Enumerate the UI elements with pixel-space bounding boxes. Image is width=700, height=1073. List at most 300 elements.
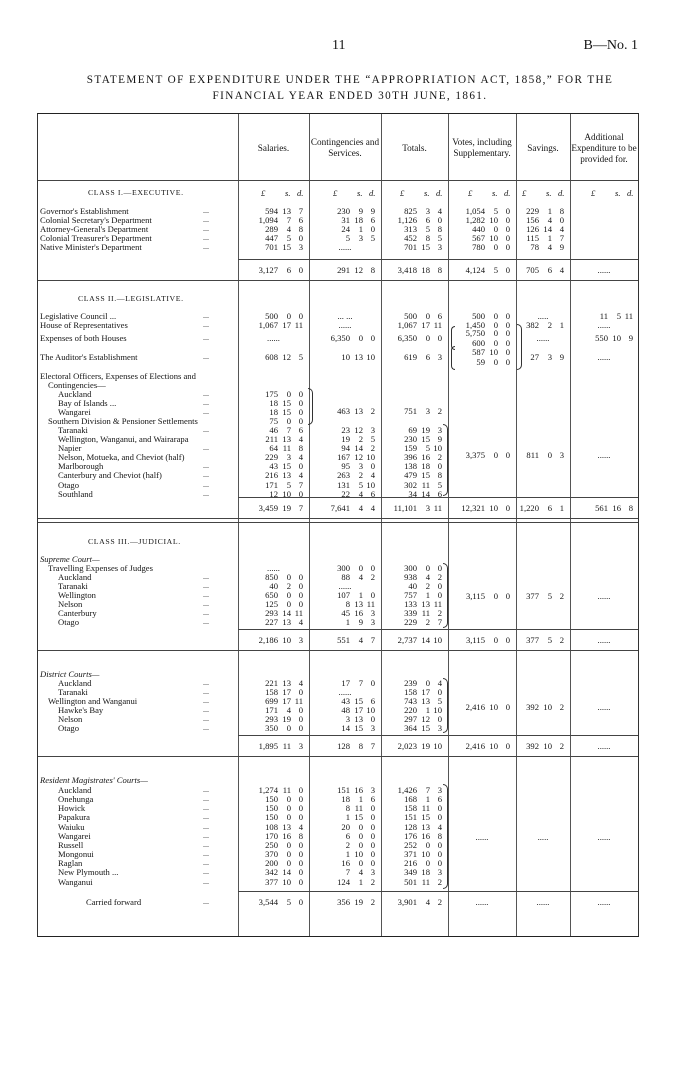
shillings-value: 0 xyxy=(425,311,430,321)
pounds-value: 4,124 xyxy=(465,265,485,275)
money-value xyxy=(248,242,303,252)
shillings-value: 1 xyxy=(358,877,363,887)
sav-amount xyxy=(509,242,564,252)
pence-value: 0 xyxy=(505,206,510,216)
pence-value: 4 xyxy=(437,206,442,216)
shillings-value: 17 xyxy=(282,696,291,706)
vote-amount xyxy=(455,450,510,460)
pounds-value: 650 xyxy=(265,590,278,600)
pounds-value: 561 xyxy=(595,503,608,513)
pounds-value: 1,054 xyxy=(465,206,485,216)
pounds-value: 34 xyxy=(408,489,417,499)
pounds-value: 2,416 xyxy=(465,702,485,712)
pence-value: 2 xyxy=(370,877,375,887)
shillings-value: 16 xyxy=(354,608,363,618)
shillings-value: 5 xyxy=(286,233,291,243)
shillings-value: 13 xyxy=(354,599,363,609)
shillings-value: 14 xyxy=(354,443,363,453)
column-rule xyxy=(238,114,239,936)
money-value xyxy=(387,503,442,513)
shillings-value: 15 xyxy=(421,470,430,480)
add-amount: ...... xyxy=(597,352,611,362)
pence-value: 11 xyxy=(366,599,375,609)
money-value xyxy=(320,333,375,343)
row-rule xyxy=(38,518,638,519)
pounds-value: 500 xyxy=(472,311,485,321)
sal-amount: ...... xyxy=(267,333,280,343)
con-amount xyxy=(320,617,375,627)
pence-value: 0 xyxy=(298,233,303,243)
shillings-value: 0 xyxy=(425,563,430,573)
con-amount xyxy=(320,877,375,887)
money-value xyxy=(387,352,442,362)
sal-amount: ...... xyxy=(267,563,280,573)
unit-shillings: s. xyxy=(424,188,430,198)
leader-dots: ... xyxy=(203,687,209,696)
pence-value: 7 xyxy=(559,233,564,243)
unit-shillings: s. xyxy=(546,188,552,198)
shillings-value: 2 xyxy=(286,581,291,591)
shillings-value: 19 xyxy=(421,741,430,751)
shillings-value: 15 xyxy=(354,696,363,706)
pence-value: 7 xyxy=(298,480,303,490)
shillings-value: 0 xyxy=(358,831,363,841)
row-label: Taranaki xyxy=(58,687,88,697)
pence-value: 0 xyxy=(505,347,510,357)
shillings-value: 14 xyxy=(421,489,430,499)
pounds-value: 227 xyxy=(265,617,278,627)
shillings-value: 0 xyxy=(286,794,291,804)
tot-amount xyxy=(387,406,442,416)
money-value xyxy=(509,635,564,645)
money-value xyxy=(455,328,510,338)
shillings-value: 15 xyxy=(421,723,430,733)
pence-value: 0 xyxy=(370,333,375,343)
title-line-1: STATEMENT OF EXPENDITURE UNDER THE “APPROPRIATION ACT, 1858,” FOR THE xyxy=(86,74,614,86)
pounds-value: 2,186 xyxy=(258,635,278,645)
pounds-value: 176 xyxy=(404,831,417,841)
leader-dots: ... xyxy=(203,425,209,434)
shillings-value: 11 xyxy=(282,443,291,453)
shillings-value: 3 xyxy=(286,452,291,462)
leader-dots: ... xyxy=(203,608,209,617)
pounds-value: 1 xyxy=(345,617,350,627)
pence-value: 10 xyxy=(366,480,375,490)
class-total xyxy=(248,503,303,513)
shillings-value: 15 xyxy=(421,242,430,252)
pence-value: 2 xyxy=(370,897,375,907)
shillings-value: 15 xyxy=(282,242,291,252)
shillings-value: 13 xyxy=(421,599,430,609)
tot-amount xyxy=(387,320,442,330)
money-value xyxy=(509,702,564,712)
pence-value: 5 xyxy=(370,233,375,243)
money-value xyxy=(320,470,375,480)
pence-value: 4 xyxy=(559,224,564,234)
money-value xyxy=(455,635,510,645)
shillings-value: 3 xyxy=(425,406,430,416)
pence-value: 4 xyxy=(298,822,303,832)
vote-amount xyxy=(455,357,510,367)
shillings-value: 19 xyxy=(354,897,363,907)
subsection-total xyxy=(455,635,510,645)
pence-value: 10 xyxy=(366,705,375,715)
column-rule xyxy=(309,114,310,936)
row-label: Wellington, Wanganui, and Wairarapa xyxy=(58,434,189,444)
sav-amount xyxy=(509,450,564,460)
pence-value: 7 xyxy=(298,503,303,513)
sal-amount xyxy=(248,723,303,733)
class-heading: CLASS II.—LEGISLATIVE. xyxy=(78,294,184,303)
money-value xyxy=(320,723,375,733)
column-header-votes: Votes, including Supplementary. xyxy=(452,137,512,158)
pounds-value: 12 xyxy=(269,489,278,499)
pounds-value: 43 xyxy=(341,696,350,706)
pounds-value: 48 xyxy=(341,705,350,715)
leader-dots: ... xyxy=(203,723,209,732)
pounds-value: 211 xyxy=(265,434,278,444)
shillings-value: 15 xyxy=(354,723,363,733)
unit-pounds: £ xyxy=(591,188,596,198)
pounds-value: 10 xyxy=(341,352,350,362)
row-label: Waiuku xyxy=(58,822,85,832)
shillings-value: 3 xyxy=(358,461,363,471)
row-label: Wangarei xyxy=(58,407,91,417)
shillings-value: 10 xyxy=(282,877,291,887)
pounds-value: 705 xyxy=(526,265,539,275)
shillings-value: 15 xyxy=(282,407,291,417)
pence-value: 8 xyxy=(628,503,633,513)
pounds-value: 229 xyxy=(404,617,417,627)
money-value xyxy=(320,867,375,877)
pounds-value: 12,321 xyxy=(461,503,485,513)
shillings-value: 15 xyxy=(421,434,430,444)
leader-dots: ... xyxy=(203,877,209,886)
pounds-value: 18 xyxy=(269,407,278,417)
pence-value: 10 xyxy=(433,635,442,645)
shillings-value: 4 xyxy=(547,242,552,252)
pence-value: 4 xyxy=(298,452,303,462)
unit-shillings: s. xyxy=(492,188,498,198)
money-value xyxy=(387,617,442,627)
pounds-value: 88 xyxy=(341,572,350,582)
carried-forward-amount xyxy=(320,897,375,907)
pounds-value: 6 xyxy=(345,831,350,841)
leader-dots: ... xyxy=(203,714,209,723)
pounds-value: 11,101 xyxy=(393,503,417,513)
pence-value: 0 xyxy=(370,822,375,832)
con-amount: ...... xyxy=(338,242,352,252)
pounds-value: 125 xyxy=(265,599,278,609)
add-amount: ...... xyxy=(597,450,611,460)
pence-value: 5 xyxy=(437,696,442,706)
shillings-value: 11 xyxy=(421,480,430,490)
row-label: Expenses of both Houses xyxy=(40,333,127,343)
pence-value: 0 xyxy=(298,407,303,417)
pence-value: 0 xyxy=(298,581,303,591)
pence-value: 11 xyxy=(294,608,303,618)
pounds-value: 175 xyxy=(265,389,278,399)
pence-value: 0 xyxy=(298,398,303,408)
pounds-value: 382 xyxy=(526,320,539,330)
unit-pence: d. xyxy=(558,188,565,198)
row-label: Taranaki xyxy=(58,425,88,435)
pounds-value: 608 xyxy=(265,352,278,362)
shillings-value: 11 xyxy=(421,803,430,813)
sal-amount xyxy=(248,242,303,252)
shillings-value: 4 xyxy=(425,572,430,582)
pence-value: 7 xyxy=(298,206,303,216)
leader-dots: ... xyxy=(203,311,209,320)
pounds-value: 440 xyxy=(472,224,485,234)
shillings-value: 18 xyxy=(421,461,430,471)
pounds-value: 342 xyxy=(265,867,278,877)
pounds-value: 14 xyxy=(341,723,350,733)
leader-dots: ... xyxy=(203,581,209,590)
pence-value: 2 xyxy=(559,591,564,601)
pounds-value: 743 xyxy=(404,696,417,706)
pence-value: 0 xyxy=(559,215,564,225)
money-value xyxy=(320,617,375,627)
tot-amount xyxy=(387,723,442,733)
pence-value: 2 xyxy=(559,635,564,645)
money-value xyxy=(248,812,303,822)
vote-amount: ...... xyxy=(475,832,489,842)
pounds-value: 1,220 xyxy=(519,503,539,513)
pounds-value: 349 xyxy=(404,867,417,877)
shillings-value: 4 xyxy=(358,572,363,582)
pounds-value: 3,115 xyxy=(465,635,485,645)
money-value xyxy=(387,812,442,822)
title-line-2: FINANCIAL YEAR ENDED 30TH JUNE, 1861. xyxy=(212,90,488,102)
pounds-value: 239 xyxy=(404,678,417,688)
carried-forward-amount: ...... xyxy=(475,897,489,907)
shillings-value: 2 xyxy=(358,434,363,444)
row-label: Attorney-General's Department xyxy=(40,224,149,234)
row-label: Napier xyxy=(58,443,82,453)
sal-amount xyxy=(248,470,303,480)
shillings-value: 13 xyxy=(421,822,430,832)
pence-value: 8 xyxy=(437,831,442,841)
pence-value: 0 xyxy=(370,831,375,841)
shillings-value: 13 xyxy=(282,206,291,216)
pounds-value: 1,126 xyxy=(397,215,417,225)
shillings-value: 7 xyxy=(286,425,291,435)
money-value xyxy=(320,406,375,416)
pence-value: 0 xyxy=(298,803,303,813)
shillings-value: 15 xyxy=(282,461,291,471)
pounds-value: 133 xyxy=(404,599,417,609)
pence-value: 0 xyxy=(298,311,303,321)
unit-pounds: £ xyxy=(333,188,338,198)
pence-value: 2 xyxy=(437,406,442,416)
leader-dots: ... xyxy=(203,785,209,794)
grouping-brace xyxy=(443,424,448,496)
row-label: Mongonui xyxy=(58,849,94,859)
leader-dots: ... xyxy=(203,849,209,858)
pounds-value: 40 xyxy=(269,581,278,591)
pence-value: 0 xyxy=(437,858,442,868)
leader-dots: ... xyxy=(203,590,209,599)
shillings-value: 4 xyxy=(547,215,552,225)
shillings-value: 1 xyxy=(547,206,552,216)
sav-amount: ..... xyxy=(537,311,549,321)
pounds-value: 600 xyxy=(472,338,485,348)
pence-value: 4 xyxy=(298,617,303,627)
column-rule xyxy=(448,114,449,936)
shillings-value: 4 xyxy=(358,635,363,645)
pence-value: 7 xyxy=(370,741,375,751)
grouping-brace xyxy=(443,678,448,733)
row-label: Wellington xyxy=(58,590,96,600)
pounds-value: 1,895 xyxy=(258,741,278,751)
row-label: Native Minister's Department xyxy=(40,242,142,252)
shillings-value: 13 xyxy=(354,714,363,724)
pounds-value: 158 xyxy=(404,803,417,813)
shillings-value: 18 xyxy=(421,265,430,275)
pence-value: 8 xyxy=(437,470,442,480)
pounds-value: 18 xyxy=(269,398,278,408)
pence-value: 8 xyxy=(437,265,442,275)
column-header-salaries: Salaries. xyxy=(257,142,290,153)
pounds-value: 313 xyxy=(404,224,417,234)
pence-value: 0 xyxy=(298,265,303,275)
pounds-value: 3 xyxy=(345,714,350,724)
pounds-value: 126 xyxy=(526,224,539,234)
vote-amount xyxy=(455,328,510,338)
pounds-value: 19 xyxy=(341,434,350,444)
grouping-brace xyxy=(308,388,313,425)
pounds-value: 699 xyxy=(265,696,278,706)
row-label: Taranaki xyxy=(58,581,88,591)
money-value xyxy=(248,617,303,627)
money-value xyxy=(320,877,375,887)
unit-pence: d. xyxy=(436,188,443,198)
shillings-value: 6 xyxy=(425,352,430,362)
pounds-value: 825 xyxy=(404,206,417,216)
subsection-heading: Supreme Court— xyxy=(40,554,100,564)
pence-value: 6 xyxy=(370,489,375,499)
pence-value: 3 xyxy=(298,741,303,751)
row-label: Southland xyxy=(58,489,93,499)
shillings-value: 16 xyxy=(354,785,363,795)
leader-dots: ... xyxy=(203,215,209,224)
add-amount xyxy=(578,333,633,343)
pence-value: 0 xyxy=(298,416,303,426)
subsection-total xyxy=(248,635,303,645)
pounds-value: 452 xyxy=(404,233,417,243)
pounds-value: 46 xyxy=(269,425,278,435)
pence-value: 4 xyxy=(298,470,303,480)
pounds-value: 757 xyxy=(404,590,417,600)
leader-dots: ... xyxy=(203,407,209,416)
pounds-value: 5 xyxy=(345,233,350,243)
pence-value: 3 xyxy=(559,450,564,460)
pounds-value: 159 xyxy=(404,443,417,453)
shillings-value: 0 xyxy=(286,840,291,850)
shillings-value: 6 xyxy=(547,503,552,513)
pounds-value: 3,115 xyxy=(465,591,485,601)
row-rule xyxy=(38,756,638,757)
shillings-value: 12 xyxy=(354,425,363,435)
row-label: Howick xyxy=(58,803,86,813)
sal-amount xyxy=(248,352,303,362)
money-value xyxy=(248,503,303,513)
shillings-value: 13 xyxy=(354,406,363,416)
row-label: Electoral Officers, Expenses of Elections and xyxy=(40,371,196,381)
shillings-value: 16 xyxy=(282,831,291,841)
pence-value: 0 xyxy=(505,265,510,275)
pence-value: 0 xyxy=(505,328,510,338)
pence-value: 11 xyxy=(624,311,633,321)
pounds-value: 619 xyxy=(404,352,417,362)
money-value xyxy=(509,450,564,460)
shillings-value: 0 xyxy=(286,572,291,582)
pounds-value: 64 xyxy=(269,443,278,453)
money-value xyxy=(387,741,442,751)
money-value xyxy=(387,265,442,275)
pounds-value: 151 xyxy=(404,812,417,822)
leader-dots: ... xyxy=(203,812,209,821)
pounds-value: 2,023 xyxy=(397,741,417,751)
pounds-value: 7,641 xyxy=(330,503,350,513)
shillings-value: 0 xyxy=(286,849,291,859)
pence-value: 9 xyxy=(559,242,564,252)
pence-value: 0 xyxy=(437,590,442,600)
unit-shillings: s. xyxy=(285,188,291,198)
shillings-value: 7 xyxy=(286,215,291,225)
column-rule xyxy=(381,114,382,936)
money-value xyxy=(320,635,375,645)
pence-value: 3 xyxy=(298,635,303,645)
subsection-total xyxy=(455,741,510,751)
shillings-value: 0 xyxy=(425,858,430,868)
row-label: Onehunga xyxy=(58,794,94,804)
shillings-value: 6 xyxy=(286,265,291,275)
shillings-value: 10 xyxy=(543,741,552,751)
row-label: Colonial Secretary's Department xyxy=(40,215,152,225)
pounds-value: 200 xyxy=(265,858,278,868)
shillings-value: 9 xyxy=(358,206,363,216)
unit-pounds: £ xyxy=(400,188,405,198)
class-total xyxy=(387,503,442,513)
sav-amount: ..... xyxy=(537,832,549,842)
money-value xyxy=(320,812,375,822)
shillings-value: 10 xyxy=(489,215,498,225)
shillings-value: 5 xyxy=(425,443,430,453)
pounds-value: 289 xyxy=(265,224,278,234)
shillings-value: 6 xyxy=(425,215,430,225)
pence-value: 2 xyxy=(437,572,442,582)
pence-value: 3 xyxy=(437,867,442,877)
pounds-value: 69 xyxy=(408,425,417,435)
row-label: Papakura xyxy=(58,812,90,822)
shillings-value: 0 xyxy=(425,333,430,343)
shillings-value: 7 xyxy=(425,785,430,795)
pounds-value: 229 xyxy=(526,206,539,216)
shillings-value: 10 xyxy=(282,489,291,499)
pounds-value: 501 xyxy=(404,877,417,887)
pence-value: 0 xyxy=(298,858,303,868)
pounds-value: 168 xyxy=(404,794,417,804)
shillings-value: 5 xyxy=(358,480,363,490)
shillings-value: 5 xyxy=(425,224,430,234)
leader-dots: ... xyxy=(203,572,209,581)
pence-value: 0 xyxy=(370,563,375,573)
pounds-value: 293 xyxy=(265,608,278,618)
subsection-total xyxy=(387,635,442,645)
shillings-value: 14 xyxy=(421,635,430,645)
